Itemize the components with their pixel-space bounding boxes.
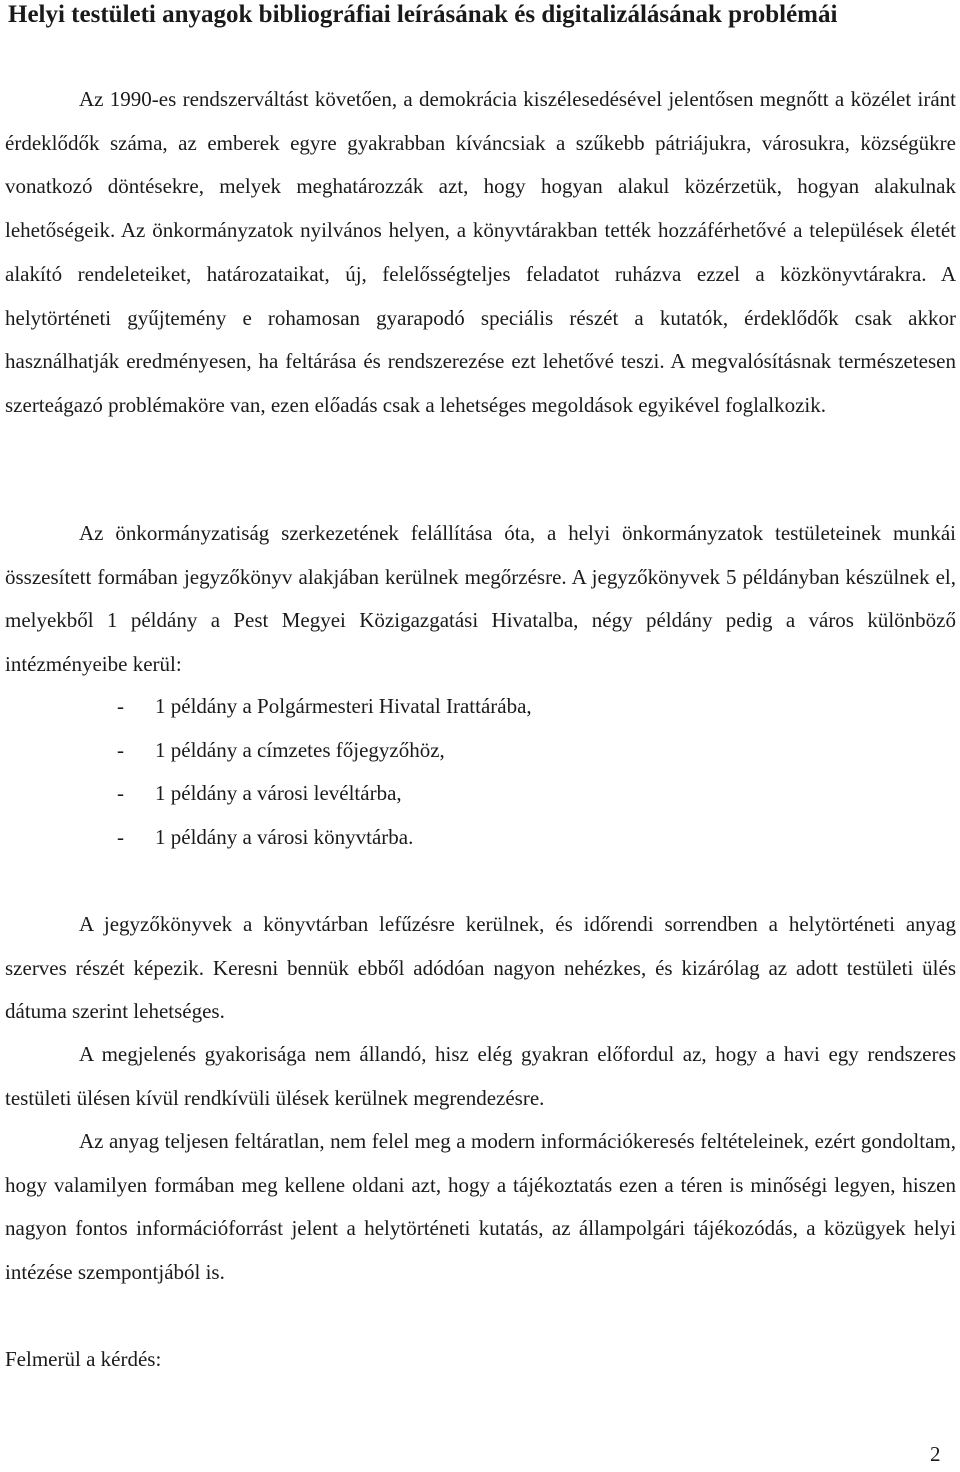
document-title: Helyi testületi anyagok bibliográfiai leírásának és digitalizálásának problémái — [8, 1, 838, 28]
list-marker: - — [117, 737, 124, 762]
paragraph-minutes-copies: Az önkormányzatiság szerkezetének felállítása óta, a helyi önkormányzatok testületeinek munkái összesített formában jegyzőkönyv alakjában kerülnek megőrzésre. A jegyzőkönyvek 5 példányban készülnek el, melyekből 1 példány a Pest Megyei Közigazgatási Hivatalba, négy példány pedig a város különböző intézményeibe kerül: — [5, 521, 956, 677]
list-item — [0, 729, 960, 773]
list-item — [0, 685, 960, 729]
distribution-list — [0, 685, 960, 860]
list-item — [0, 816, 960, 860]
list-marker: - — [117, 781, 124, 806]
list-item-text: 1 példány a városi levéltárba, — [155, 781, 402, 806]
paragraph-unexplored: Az anyag teljesen feltáratlan, nem felel meg a modern információkeresés feltételeinek, ezért gondoltam, hogy valamilyen formában meg kellene oldani azt, hogy a tájékoztatás ezen a téren is minőségi legyen, hiszen nagyon fontos információforrást jelent a helytörténeti kutatás, az állampolgári tájékozódás, a közügyek helyi intézése szempontjából is. — [5, 1129, 956, 1285]
list-marker: - — [117, 694, 124, 718]
paragraph-library-filing: A jegyzőkönyvek a könyvtárban lefűzésre kerülnek, és időrendi sorrendben a helytörténeti anyag szerves részét képezik. Keresni bennük ebből adódóan nagyon nehézkes, és kizárólag az adott testületi ülés dátuma szerint lehetséges. — [5, 912, 956, 1024]
page-number: 2 — [930, 1442, 941, 1466]
list-item — [0, 772, 960, 816]
list-marker: - — [117, 825, 124, 850]
list-item-text: 1 példány a városi könyvtárba. — [155, 825, 414, 850]
list-item-text: 1 példány a címzetes főjegyzőhöz, — [155, 737, 445, 762]
list-item-text: 1 példány a Polgármesteri Hivatal Irattárába, — [155, 694, 532, 718]
paragraph-intro: Az 1990-es rendszerváltást követően, a demokrácia kiszélesedésével jelentősen megnőtt a közélet iránt érdeklődők száma, az emberek egyre gyakrabban kíváncsiak a szűkebb pátriájukra, városukra, községükre vonatkozó döntésekre, melyek meghatározzák azt, hogy hogyan alakul közérzetük, hogyan alakulnak lehetőségeik. Az önkormányzatok nyilvános helyen, a könyvtárakban tették hozzáférhetővé a települések életét alakító rendeleteiket, határozataikat, új, felelősségteljes feladatot ruházva ezzel a közkönyvtárakra. A helytörténeti gyűjtemény e rohamosan gyarapodó speciális részét a kutatók, érdeklődők csak akkor használhatják eredményesen, ha feltárása és rendszerezése ezt lehetővé teszi. A megvalósításnak természetesen szerteágazó problémaköre van, ezen előadás csak a lehetséges megoldások egyikével foglalkozik. — [5, 87, 956, 417]
paragraph-question: Felmerül a kérdés: — [5, 1347, 162, 1371]
paragraph-frequency: A megjelenés gyakorisága nem állandó, hisz elég gyakran előfordul az, hogy a havi egy rendszeres testületi ülésen kívül rendkívüli ülések kerülnek megrendezésre. — [5, 1042, 956, 1110]
